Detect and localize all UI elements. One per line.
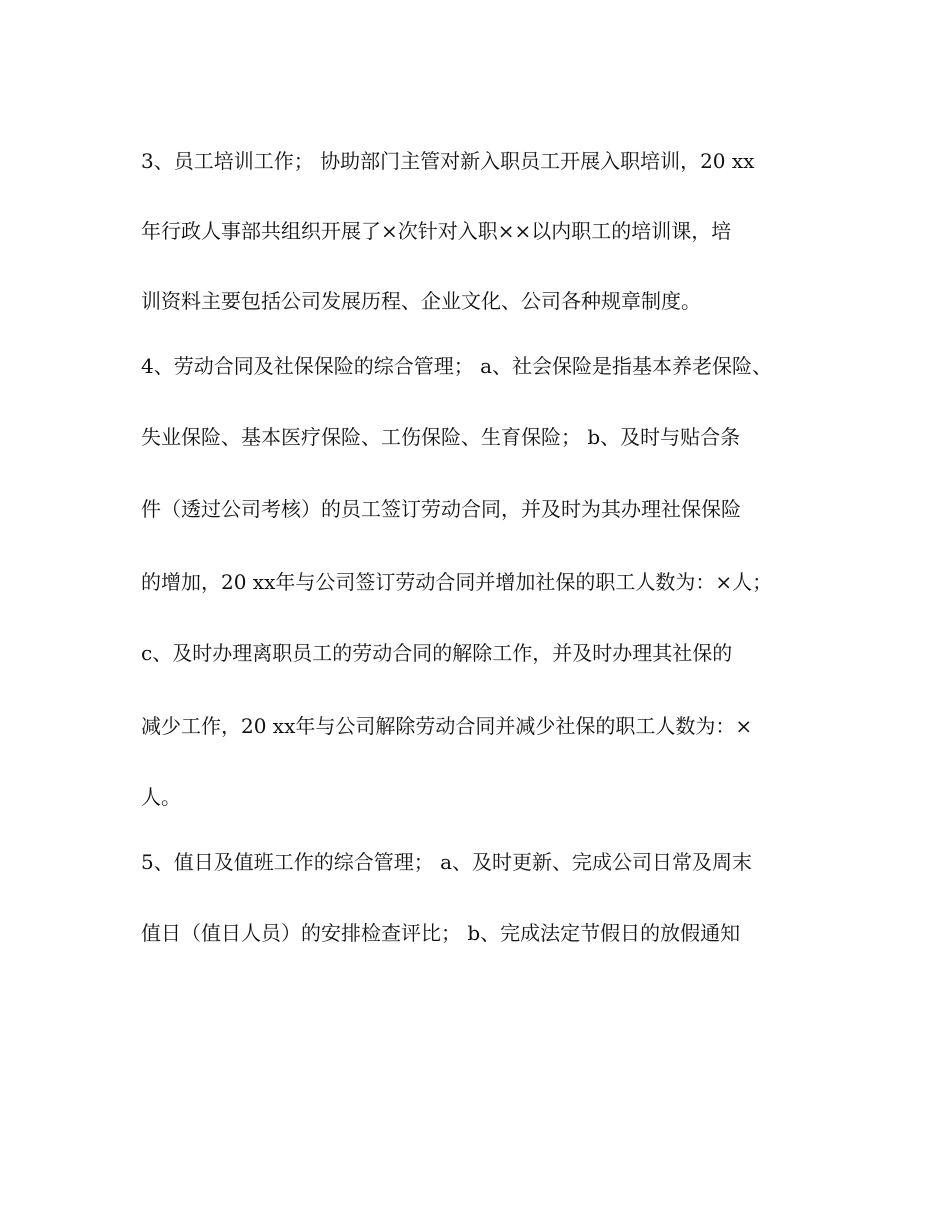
- text-line: 的增加，20 xx年与公司签订劳动合同并增加社保的职工人数为：×人；: [141, 570, 773, 594]
- text-line: 4、劳动合同及社保保险的综合管理； a、社会保险是指基本养老保险、: [141, 354, 773, 378]
- text-line: 减少工作，20 xx年与公司解除劳动合同并减少社保的职工人数为：×: [141, 714, 753, 738]
- text-line: 失业保险、基本医疗保险、工伤保险、生育保险； b、及时与贴合条: [141, 425, 741, 449]
- text-line: 年行政人事部共组织开展了×次针对入职××以内职工的培训课，培: [141, 219, 732, 243]
- text-line: 5、值日及值班工作的综合管理； a、及时更新、完成公司日常及周末: [141, 850, 753, 874]
- text-line: c、及时办理离职员工的劳动合同的解除工作，并及时办理其社保的: [141, 641, 733, 665]
- text-line: 训资料主要包括公司发展历程、企业文化、公司各种规章制度。: [141, 289, 701, 313]
- text-line: 人。: [141, 785, 181, 809]
- text-line: 值日（值日人员）的安排检查评比； b、完成法定节假日的放假通知: [141, 921, 741, 945]
- text-line: 件（透过公司考核）的员工签订劳动合同，并及时为其办理社保保险: [141, 497, 741, 521]
- text-line: 3、员工培训工作； 协助部门主管对新入职员工开展入职培训，20 xx: [141, 149, 755, 173]
